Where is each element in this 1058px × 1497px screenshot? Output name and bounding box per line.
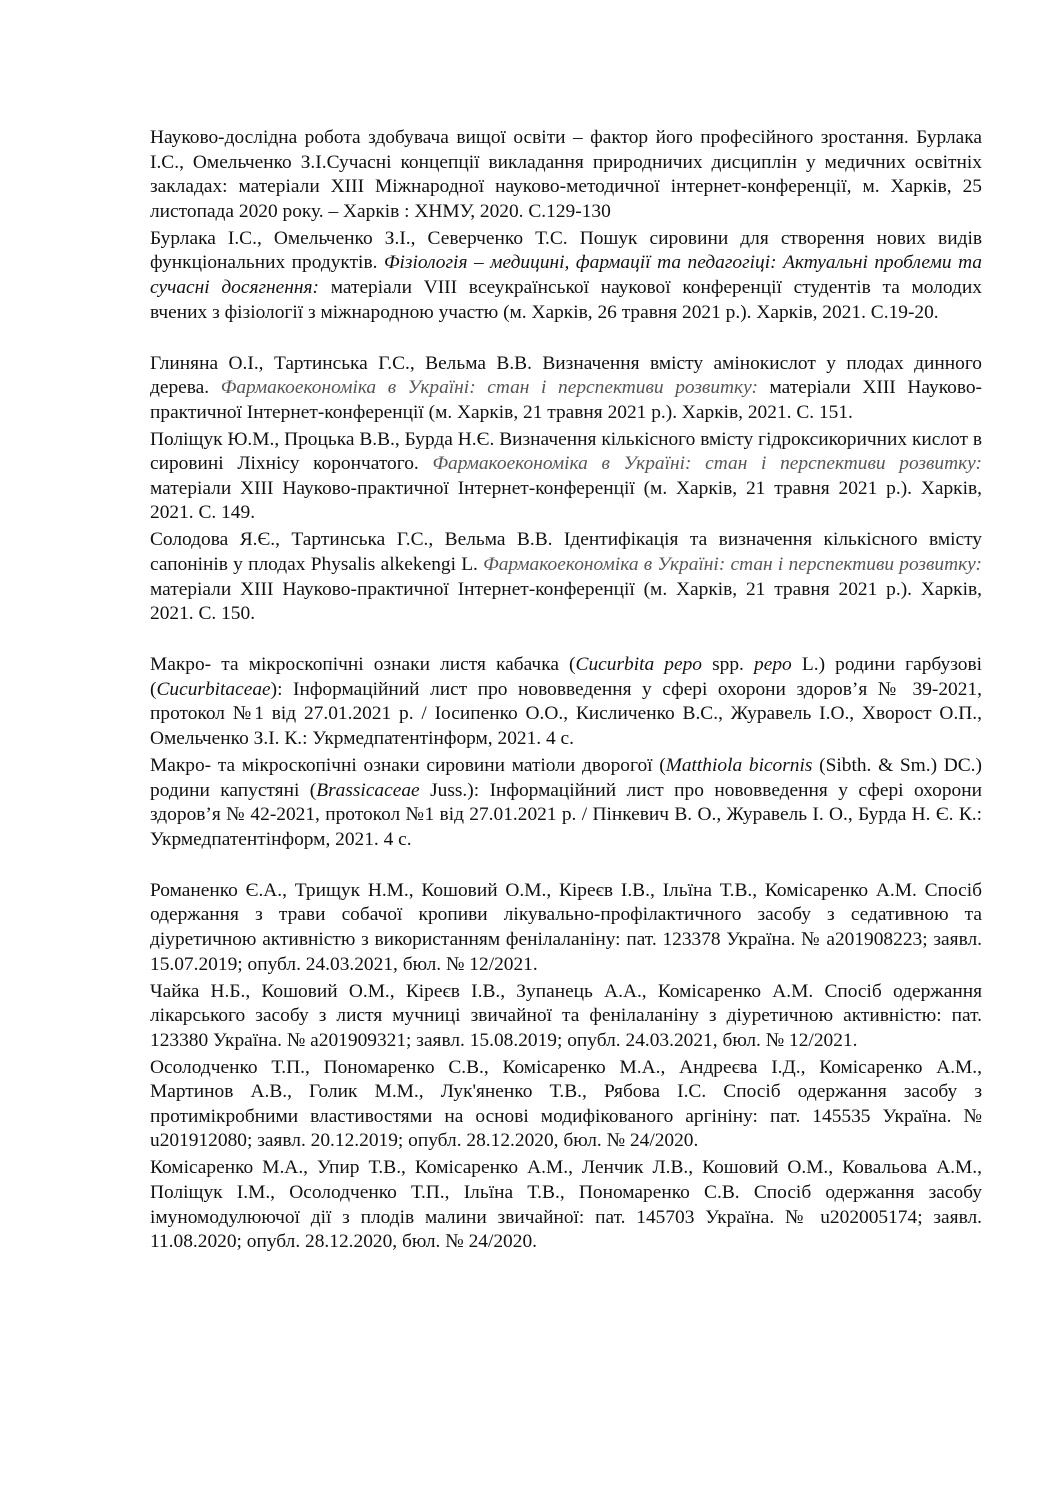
entry-source-italic: Фармакоекономіка в Україні: стан і перспективи розвитку: <box>432 453 982 475</box>
entry-text: (Sibth. & Sm.) DC.) родини капустяні ( <box>150 755 982 801</box>
entry-text: Поліщук Ю.М., Процька В.В., Бурда Н.Є. Визначення кількісного вмісту гідроксикоричних кислот в сировині Ліхнісу корончатого. <box>150 428 982 475</box>
document-page <box>150 126 982 1257</box>
group-spacer <box>150 328 982 352</box>
entry-source-italic: Фізіологія – медицині, фармації та педагогіці: Актуальні проблеми та сучасні досягнення: <box>150 252 983 298</box>
entry-text: L.) родини гарбузові ( <box>150 654 982 700</box>
reference-entry <box>150 352 982 426</box>
reference-entry <box>150 1056 982 1154</box>
entry-text: Глиняна О.І., Тартинська Г.С., Вельма В.В. Визначення вмісту амінокислот у плодах динного дерева. <box>150 352 982 399</box>
entry-text: spp. <box>701 654 755 676</box>
reference-entry <box>150 653 982 751</box>
entry-text: матеріали XIII Науково-практичної Інтернет-конференції (м. Харків, 21 травня 2021 р.). Харків, 2021. С. 149. <box>150 477 982 524</box>
entry-text: Комісаренко М.А., Упир Т.В., Комісаренко А.М., Ленчик Л.В., Кошовий О.М., Ковальова А.М., Поліщук І.М., Осолодченко Т.П., Ільїна Т.В., Пономаренко С.В. Спосіб одержання засобу імуномодулюючої дії з плодів малини звичайної: пат. 145703 Україна. № u202005174; заявл. 11.08.2020; опубл. 28.12.2020, бюл. № 24/2020. <box>150 1157 982 1253</box>
entry-source-italic: Фармакоекономіка в Україні: стан і перспективи розвитку: <box>220 377 758 399</box>
reference-entry <box>150 754 982 852</box>
reference-entry <box>150 227 982 325</box>
entry-text: Осолодченко Т.П., Пономаренко С.В., Комісаренко М.А., Андреєва І.Д., Комісаренко А.М., Мартинов А.В., Голик М.М., Лук'яненко Т.В., Рябова І.С. Спосіб одержання засобу з протимікробними властивостями на основі модифікованого аргініну: пат. 145535 Україна. № u201912080; заявл. 20.12.2019; опубл. 28.12.2020, бюл. № 24/2020. <box>150 1056 982 1152</box>
entry-text: Juss.): Інформаційний лист про нововведення у сфері охорони здоров’я № 42-2021, протокол №1 від 27.01.2021 р. / Пінкевич В. О., Журавель І. О., Бурда Н. Є. К.: Укрмедпатентінформ, 2021. 4 с. <box>150 779 982 850</box>
group-spacer <box>150 629 982 653</box>
entry-text: Бурлака І.С., Омельченко З.І., Северченко Т.С. Пошук сировини для створення нових видів функціональних продуктів. <box>150 227 982 274</box>
entry-text: Макро- та мікроскопічні ознаки сировини матіоли дворогої ( <box>150 755 666 776</box>
entry-source-italic: Фармакоекономіка в Україні: стан і перспективи розвитку: <box>483 554 982 576</box>
entry-text: Науково-дослідна робота здобувача вищої освіти – фактор його професійного зростання. Бурлака І.С., Омельченко З.І.Сучасні концепції викладання природничих дисциплін у медичних освітніх закладах: матеріали XIII Міжнародної науково-методичної інтернет-конференції, м. Харків, 25 листопада 2020 року. – Харків : ХНМУ, 2020. С.129-130 <box>150 127 982 222</box>
species-name-italic: Matthiola bicornis <box>665 755 813 776</box>
entry-text: ): Інформаційний лист про нововведення у сфері охорони здоров’я № 39-2021, протокол №1 від 27.01.2021 р. / Іосипенко О.О., Кисличенко В.С., Журавель І.О., Хворост О.П., Омельченко З.І. К.: Укрмедпатентінформ, 2021. 4 с. <box>150 678 982 750</box>
entry-text: Чайка Н.Б., Кошовий О.М., Кіреєв І.В., Зупанець А.А., Комісаренко А.М. Спосіб одержання лікарського засобу з листя мучниці звичайної та фенілаланіну з діуретичною активністю: пат. 123380 Україна. № a201909321; заявл. 15.08.2019; опубл. 24.03.2021, бюл. № 12/2021. <box>150 980 982 1051</box>
entry-text: Солодова Я.Є., Тартинська Г.С., Вельма В.В. Ідентифікація та визначення кількісного вмісту сапонінів у плодах Physalis alkekengi L. <box>150 529 982 576</box>
family-name-italic: Cucurbitaceae <box>156 678 271 700</box>
species-name-italic: pepo <box>754 654 792 676</box>
reference-entry <box>150 1156 982 1254</box>
family-name-italic: Brassicaceae <box>316 779 420 801</box>
entry-text: матеріали XIII Науково-практичної Інтернет-конференції (м. Харків, 21 травня 2021 р.). Харків, 2021. С. 151. <box>150 377 982 423</box>
species-name-italic: Cucurbita pepo <box>575 654 702 676</box>
entry-text: Романенко Є.А., Трищук Н.М., Кошовий О.М., Кіреєв І.В., Ільїна Т.В., Комісаренко А.М. Спосіб одержання з трави собачої кропиви лікувально-профілактичного засобу з седативною та діуретичною активністю з використанням фенілаланіну: пат. 123378 Україна. № a201908223; заявл. 15.07.2019; опубл. 24.03.2021, бюл. № 12/2021. <box>150 879 982 975</box>
reference-entry <box>150 528 982 626</box>
reference-entry <box>150 980 982 1054</box>
reference-entry <box>150 428 982 526</box>
reference-entry <box>150 879 982 977</box>
entry-text: матеріали VIII всеукраїнської наукової конференції студентів та молодих вчених з фізіології з міжнародною участю (м. Харків, 26 травня 2021 р.). Харків, 2021. С.19-20. <box>150 276 982 323</box>
reference-entry <box>150 126 982 224</box>
group-spacer <box>150 855 982 879</box>
entry-text: матеріали XIII Науково-практичної Інтернет-конференції (м. Харків, 21 травня 2021 р.). Харків, 2021. С. 150. <box>150 578 982 625</box>
entry-text: Макро- та мікроскопічні ознаки листя кабачка ( <box>150 654 576 676</box>
